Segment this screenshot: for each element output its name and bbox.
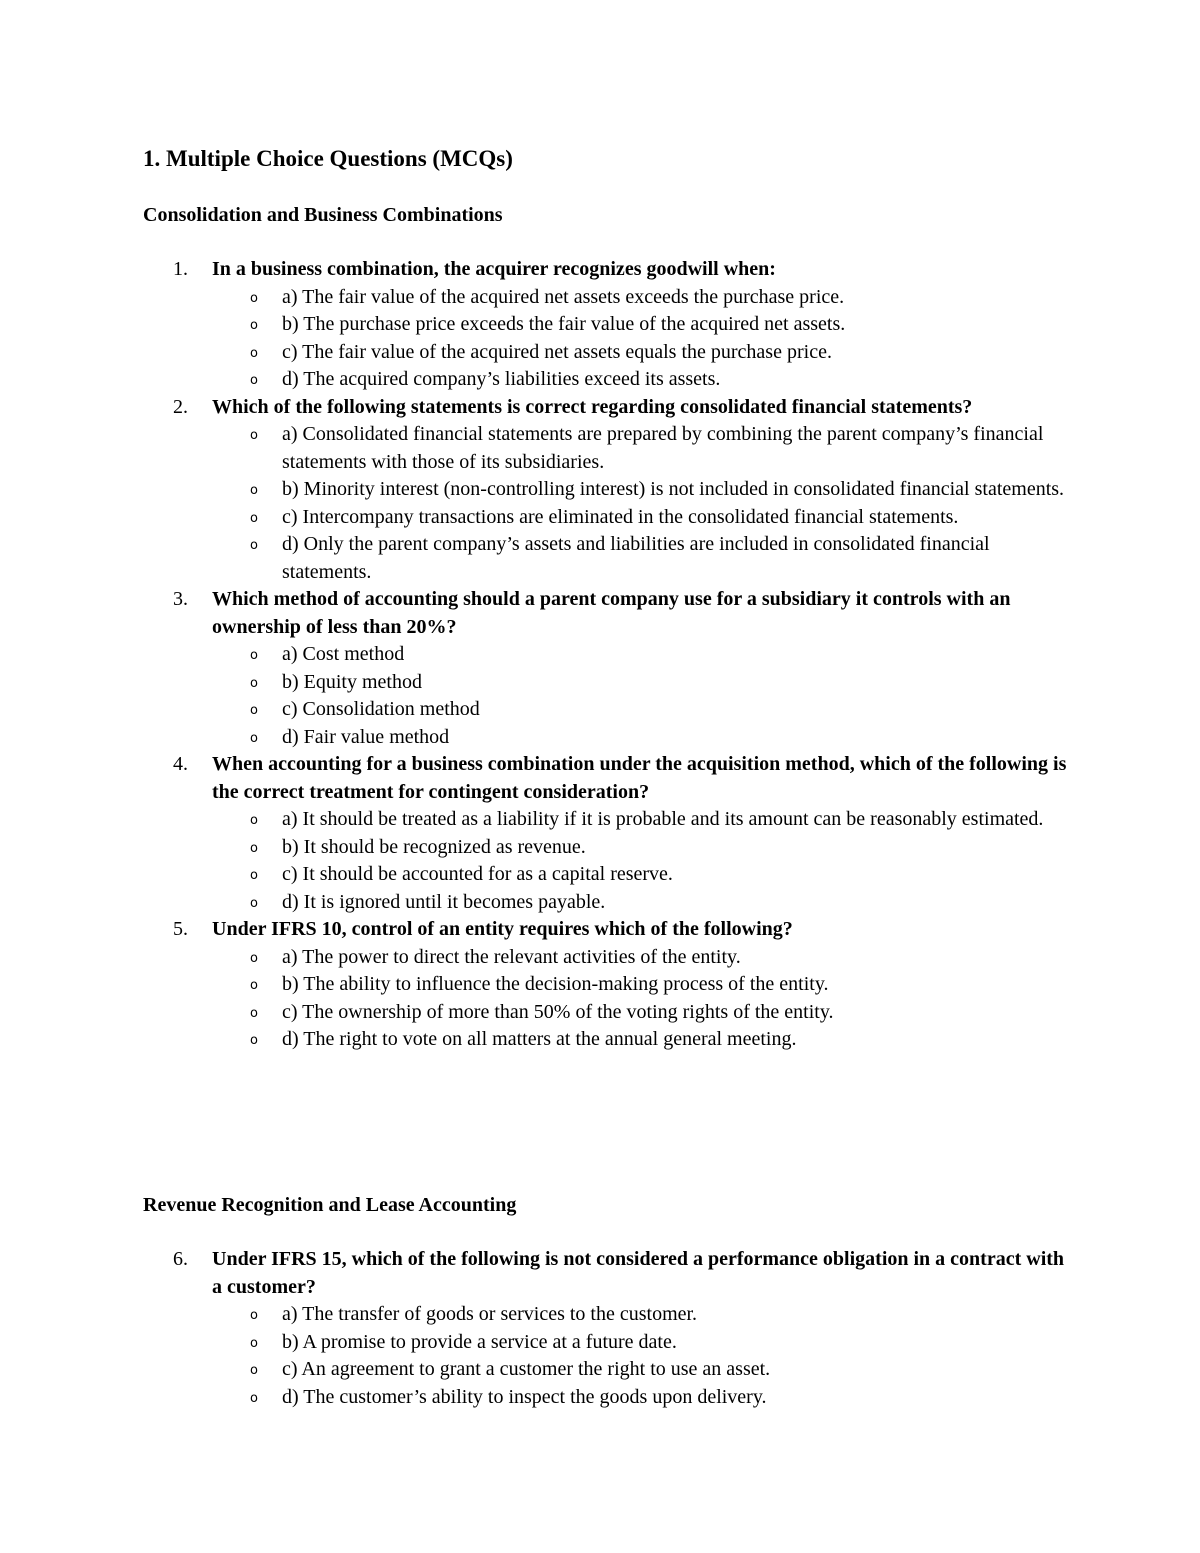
option-text: d) The customer’s ability to inspect the goods upon delivery. xyxy=(282,1385,767,1408)
circle-bullet-icon: o xyxy=(250,1335,258,1351)
question-text: Which of the following statements is correct regarding consolidated financial statements? xyxy=(212,395,973,418)
option-text: c) Intercompany transactions are eliminated in the consolidated financial statements. xyxy=(282,505,959,528)
option-text: a) The transfer of goods or services to the customer. xyxy=(282,1303,698,1325)
option-c xyxy=(212,999,1073,1027)
question-5 xyxy=(143,916,1073,1054)
option-text: b) A promise to provide a service at a future date. xyxy=(282,1330,677,1353)
circle-bullet-icon: o xyxy=(250,703,258,718)
option-c xyxy=(212,339,1073,367)
circle-bullet-icon: o xyxy=(250,428,258,443)
option-d xyxy=(212,1026,1073,1054)
option-c xyxy=(212,696,1073,724)
option-d xyxy=(212,889,1073,917)
question-number: 2. xyxy=(173,395,188,418)
question-6 xyxy=(143,1246,1073,1411)
option-b xyxy=(212,669,1073,697)
question-number: 1. xyxy=(173,258,188,280)
question-1 xyxy=(143,256,1073,394)
option-text: c) It should be accounted for as a capital reserve. xyxy=(282,863,673,885)
option-d xyxy=(212,1384,1073,1412)
question-number: 4. xyxy=(173,753,188,775)
option-text: d) The acquired company’s liabilities exceed its assets. xyxy=(282,368,721,390)
circle-bullet-icon: o xyxy=(250,1033,258,1048)
option-c xyxy=(212,1356,1073,1384)
question-2 xyxy=(143,394,1073,587)
option-text: a) It should be treated as a liability if it is probable and its amount can be reasonably estimated. xyxy=(282,808,1044,830)
question-number: 3. xyxy=(173,588,188,610)
option-text: b) It should be recognized as revenue. xyxy=(282,835,586,858)
option-text: b) Equity method xyxy=(282,670,422,693)
question-list-consolidation xyxy=(143,256,1073,1054)
circle-bullet-icon: o xyxy=(250,895,258,911)
circle-bullet-icon: o xyxy=(250,1005,258,1021)
question-text: Which method of accounting should a parent company use for a subsidiary it controls with an ownership of less than 20%? xyxy=(212,588,1011,638)
question-number: 6. xyxy=(173,1248,188,1270)
circle-bullet-icon: o xyxy=(250,675,258,691)
circle-bullet-icon: o xyxy=(250,483,258,498)
option-list xyxy=(212,1301,1073,1411)
option-c xyxy=(212,504,1073,532)
circle-bullet-icon: o xyxy=(250,840,258,856)
circle-bullet-icon: o xyxy=(250,510,258,526)
option-text: a) Cost method xyxy=(282,643,405,665)
page-title: 1. Multiple Choice Questions (MCQs) xyxy=(143,146,513,171)
option-b xyxy=(212,311,1073,339)
question-3 xyxy=(143,586,1073,751)
option-text: a) The fair value of the acquired net assets exceeds the purchase price. xyxy=(282,285,845,308)
circle-bullet-icon: o xyxy=(250,648,258,663)
option-text: b) The ability to influence the decision-making process of the entity. xyxy=(282,973,829,995)
option-a xyxy=(212,641,1073,669)
question-text: Under IFRS 10, control of an entity requires which of the following? xyxy=(212,918,793,940)
circle-bullet-icon: o xyxy=(250,950,258,966)
option-text: b) The purchase price exceeds the fair value of the acquired net assets. xyxy=(282,313,846,335)
option-b xyxy=(212,834,1073,862)
question-text: In a business combination, the acquirer recognizes goodwill when: xyxy=(212,258,776,280)
circle-bullet-icon: o xyxy=(250,868,258,883)
circle-bullet-icon: o xyxy=(250,318,258,333)
option-a xyxy=(212,421,1073,476)
option-text: d) Fair value method xyxy=(282,725,450,748)
option-text: a) Consolidated financial statements are prepared by combining the parent company’s financial statements with those of its subsidiaries. xyxy=(282,423,1044,473)
circle-bullet-icon: o xyxy=(250,538,258,553)
option-list xyxy=(212,806,1073,916)
option-text: d) The right to vote on all matters at the annual general meeting. xyxy=(282,1028,797,1050)
circle-bullet-icon: o xyxy=(250,978,258,993)
circle-bullet-icon: o xyxy=(250,1390,258,1406)
circle-bullet-icon: o xyxy=(250,373,258,388)
option-b xyxy=(212,476,1073,504)
section-heading-revenue-lease: Revenue Recognition and Lease Accounting xyxy=(143,1194,517,1216)
option-d xyxy=(212,724,1073,752)
option-c xyxy=(212,861,1073,889)
circle-bullet-icon: o xyxy=(250,1308,258,1323)
option-b xyxy=(212,971,1073,999)
option-list xyxy=(212,284,1073,394)
circle-bullet-icon: o xyxy=(250,730,258,746)
option-list xyxy=(212,944,1073,1054)
option-list xyxy=(212,641,1073,751)
option-a xyxy=(212,944,1073,972)
option-list xyxy=(212,421,1073,586)
option-b xyxy=(212,1329,1073,1357)
option-text: c) An agreement to grant a customer the right to use an asset. xyxy=(282,1358,771,1380)
question-list-revenue-lease xyxy=(143,1246,1073,1411)
section-heading-consolidation: Consolidation and Business Combinations xyxy=(143,204,503,226)
question-text: When accounting for a business combination under the acquisition method, which of the following is the correct treatment for contingent consideration? xyxy=(212,753,1067,803)
option-text: d) Only the parent company’s assets and liabilities are included in consolidated financial statements. xyxy=(282,533,990,583)
option-text: d) It is ignored until it becomes payable. xyxy=(282,890,606,913)
circle-bullet-icon: o xyxy=(250,345,258,361)
option-text: b) Minority interest (non-controlling interest) is not included in consolidated financial statements. xyxy=(282,478,1065,500)
option-a xyxy=(212,1301,1073,1329)
circle-bullet-icon: o xyxy=(250,290,258,306)
option-d xyxy=(212,531,1073,586)
option-d xyxy=(212,366,1073,394)
question-4 xyxy=(143,751,1073,916)
option-text: c) The ownership of more than 50% of the voting rights of the entity. xyxy=(282,1000,834,1023)
option-text: c) The fair value of the acquired net assets equals the purchase price. xyxy=(282,340,832,363)
option-text: c) Consolidation method xyxy=(282,698,480,720)
circle-bullet-icon: o xyxy=(250,1363,258,1378)
circle-bullet-icon: o xyxy=(250,813,258,828)
option-a xyxy=(212,806,1073,834)
question-number: 5. xyxy=(173,918,188,940)
question-text: Under IFRS 15, which of the following is not considered a performance obligation in a contract with a customer? xyxy=(212,1248,1065,1298)
option-a xyxy=(212,284,1073,312)
option-text: a) The power to direct the relevant activities of the entity. xyxy=(282,945,741,968)
